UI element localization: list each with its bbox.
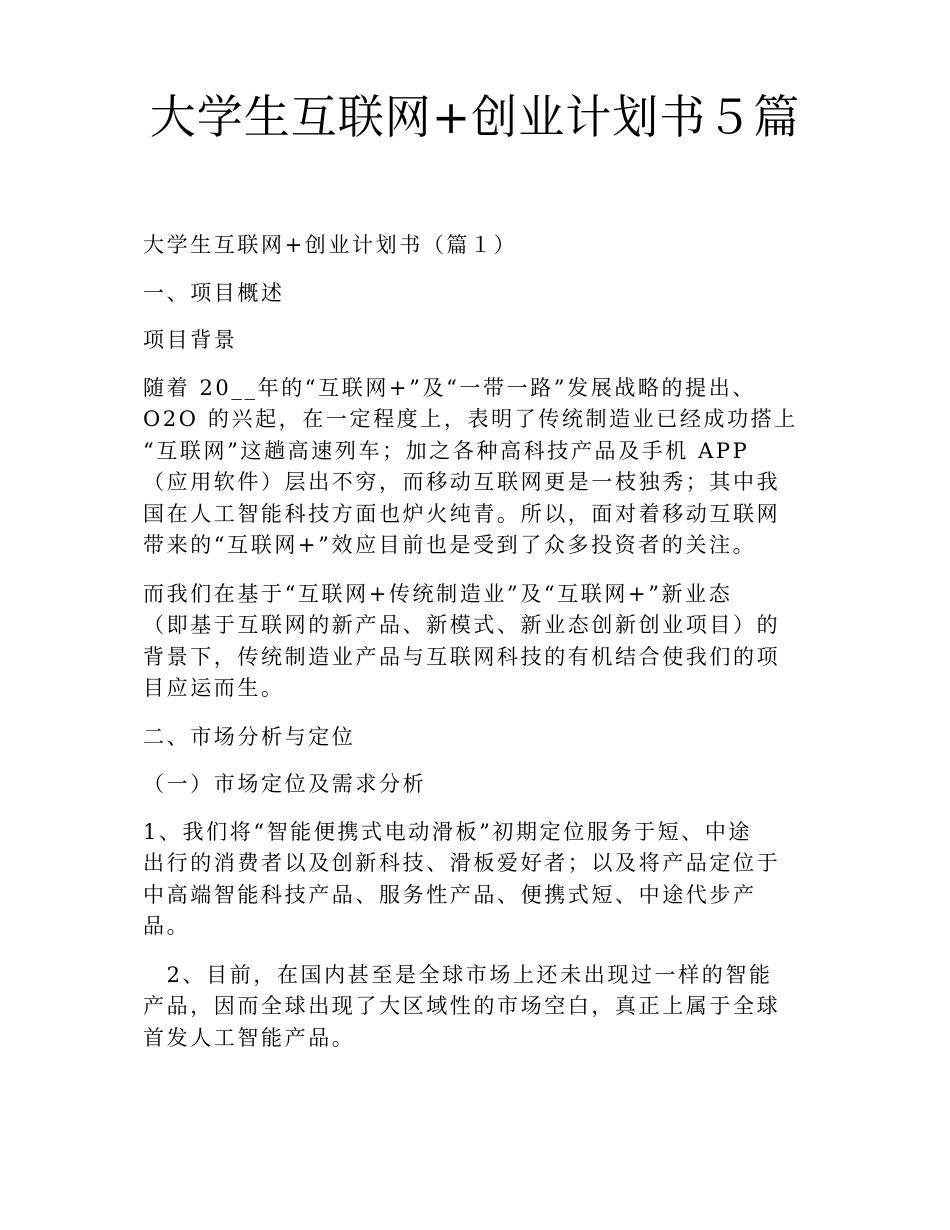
paragraph-line: 背景下，传统制造业产品与互联网科技的有机结合使我们的项 <box>143 644 781 669</box>
paragraph-market-gap <box>143 960 815 1055</box>
document-body <box>143 230 815 1054</box>
paragraph-line: 带来的“互联网+”效应目前也是受到了众多投资者的关注。 <box>143 533 757 557</box>
document-subtitle: 大学生互联网+创业计划书（篇１） <box>143 233 518 257</box>
paragraph-line: （即基于互联网的新产品、新模式、新业态创新创业项目）的 <box>143 613 781 637</box>
paragraph-line: 1、我们将“智能便携式电动滑板”初期定位服务于短、中途 <box>143 819 753 844</box>
subsection-heading-background: 项目背景 <box>143 328 238 352</box>
paragraph-line: 首发人工智能产品。 <box>143 1025 356 1050</box>
paragraph-line: 目应运而生。 <box>143 676 285 700</box>
paragraph-background <box>143 373 815 562</box>
paragraph-line: 品。 <box>143 914 191 938</box>
section-heading-market: 二、市场分析与定位 <box>143 724 356 749</box>
paragraph-context <box>143 579 815 705</box>
paragraph-line: 而我们在基于“互联网+传统制造业”及“互联网+”新业态 <box>143 581 733 606</box>
paragraph-line: O2O 的兴起，在一定程度上，表明了传统制造业已经成功搭上 <box>143 407 798 431</box>
document-title: 大学生互联网+创业计划书５篇 <box>149 90 801 144</box>
paragraph-line: 中高端智能科技产品、服务性产品、便携式短、中途代步产 <box>143 882 757 907</box>
paragraph-line: “互联网”这趟高速列车；加之各种高科技产品及手机 APP <box>143 438 750 463</box>
subsection-heading-positioning: （一）市场定位及需求分析 <box>143 772 427 796</box>
paragraph-line: 出行的消费者以及创新科技、滑板爱好者；以及将产品定位于 <box>143 851 781 875</box>
paragraph-line: 国在人工智能科技方面也炉火纯青。所以，面对着移动互联网 <box>143 501 781 526</box>
section-heading-overview: 一、项目概述 <box>143 280 285 305</box>
paragraph-line: 随着 20__年的“互联网+”及“一带一路”发展战略的提出、 <box>143 375 756 400</box>
paragraph-line: 产品，因而全球出现了大区域性的市场空白，真正上属于全球 <box>143 994 781 1018</box>
paragraph-line: 2、目前，在国内甚至是全球市场上还未出现过一样的智能 <box>143 962 773 987</box>
paragraph-line: （应用软件）层出不穷，而移动互联网更是一枝独秀；其中我 <box>143 470 781 494</box>
paragraph-positioning <box>143 817 815 943</box>
